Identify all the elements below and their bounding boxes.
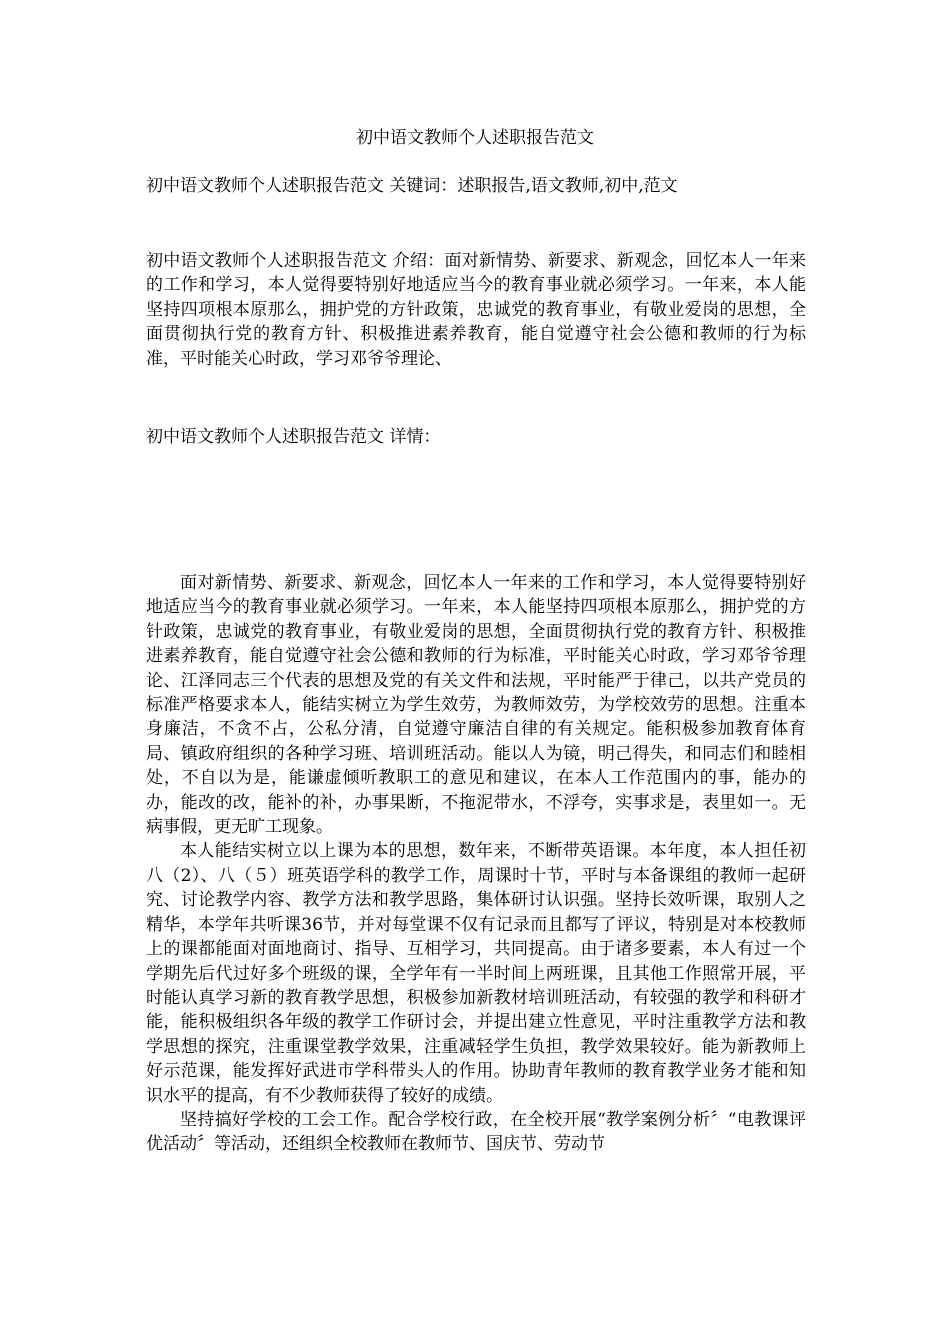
body-paragraph: 坚持搞好学校的工会工作。配合学校行政，在全校开展“教学案例分析〞“电教课评优活动〞等活动，还组织全校教师在教师节、国庆节、劳动节 [146,1109,806,1155]
intro-summary: 初中语文教师个人述职报告范文 介绍：面对新情势、新要求、新观念，回忆本人一年来的工作和学习，本人觉得要特别好地适应当今的教育事业就必须学习。一年来，本人能坚持四项根本原那么，拥护党的方针政策，忠诚党的教育事业，有敬业爱岗的思想，全面贯彻执行党的教育方针、积极推进素养教育，能自觉遵守社会公德和教师的行为标准，平时能关心时政，学习邓爷爷理论、 [146,251,806,369]
body-paragraph: 本人能结实树立以上课为本的思想，数年来，不断带英语课。本年度，本人担任初八（2）、八（５）班英语学科的教学工作，周课时十节，平时与本备课组的教师一起研究、讨论教学内容、教学方法和教学思路，集体研讨认识强。坚持长效听课，取别人之精华，本学年共听课36节，并对每堂课不仅有记录而且都写了评议，特别是对本校教师上的课都能面对面地商讨、指导、互相学习，共同提高。由于诸多要素，本人有过一个学期先后代过好多个班级的课，全学年有一半时间上两班课，且其他工作照常开展，平时能认真学习新的教育教学思想，积极参加新教材培训班活动，有较强的教学和科研才能，能积极组织各年级的教学工作研讨会，并提出建立性意见，平时注重教学方法和教学思想的探究，注重课堂教学效果，注重减轻学生负担，教学效果较好。能为新教师上好示范课，能发挥好武进市学科带头人的作用。协助青年教师的教育教学业务才能和知识水平的提高，有不少教师获得了较好的成绩。 [146,841,806,1106]
detail-label: 初中语文教师个人述职报告范文 详情： [146,427,441,447]
body-text [146,571,806,1157]
document-title: 初中语文教师个人述职报告范文 [356,128,594,148]
keywords-line: 初中语文教师个人述职报告范文 关键词：述职报告,语文教师,初中,范文 [146,176,678,196]
body-paragraph: 面对新情势、新要求、新观念，回忆本人一年来的工作和学习，本人觉得要特别好地适应当今的教育事业就必须学习。一年来，本人能坚持四项根本原那么，拥护党的方针政策，忠诚党的教育事业，有敬业爱岗的思想，全面贯彻执行党的教育方针、积极推进素养教育，能自觉遵守社会公德和教师的行为标准，平时能关心时政，学习邓爷爷理论、江泽同志三个代表的思想及党的有关文件和法规，平时能严于律己，以共产党员的标准严格要求本人，能结实树立为学生效劳，为教师效劳，为学校效劳的思想。注重本身廉洁，不贪不占，公私分清，自觉遵守廉洁自律的有关规定。能积极参加教育体育局、镇政府组织的各种学习班、培训班活动。能以人为镜，明己得失，和同志们和睦相处，不自以为是，能谦虚倾听教职工的意见和建议，在本人工作范围内的事，能办的办，能改的改，能补的补，办事果断，不拖泥带水，不浮夸，实事求是，表里如一。无病事假，更无旷工现象。 [146,573,806,838]
